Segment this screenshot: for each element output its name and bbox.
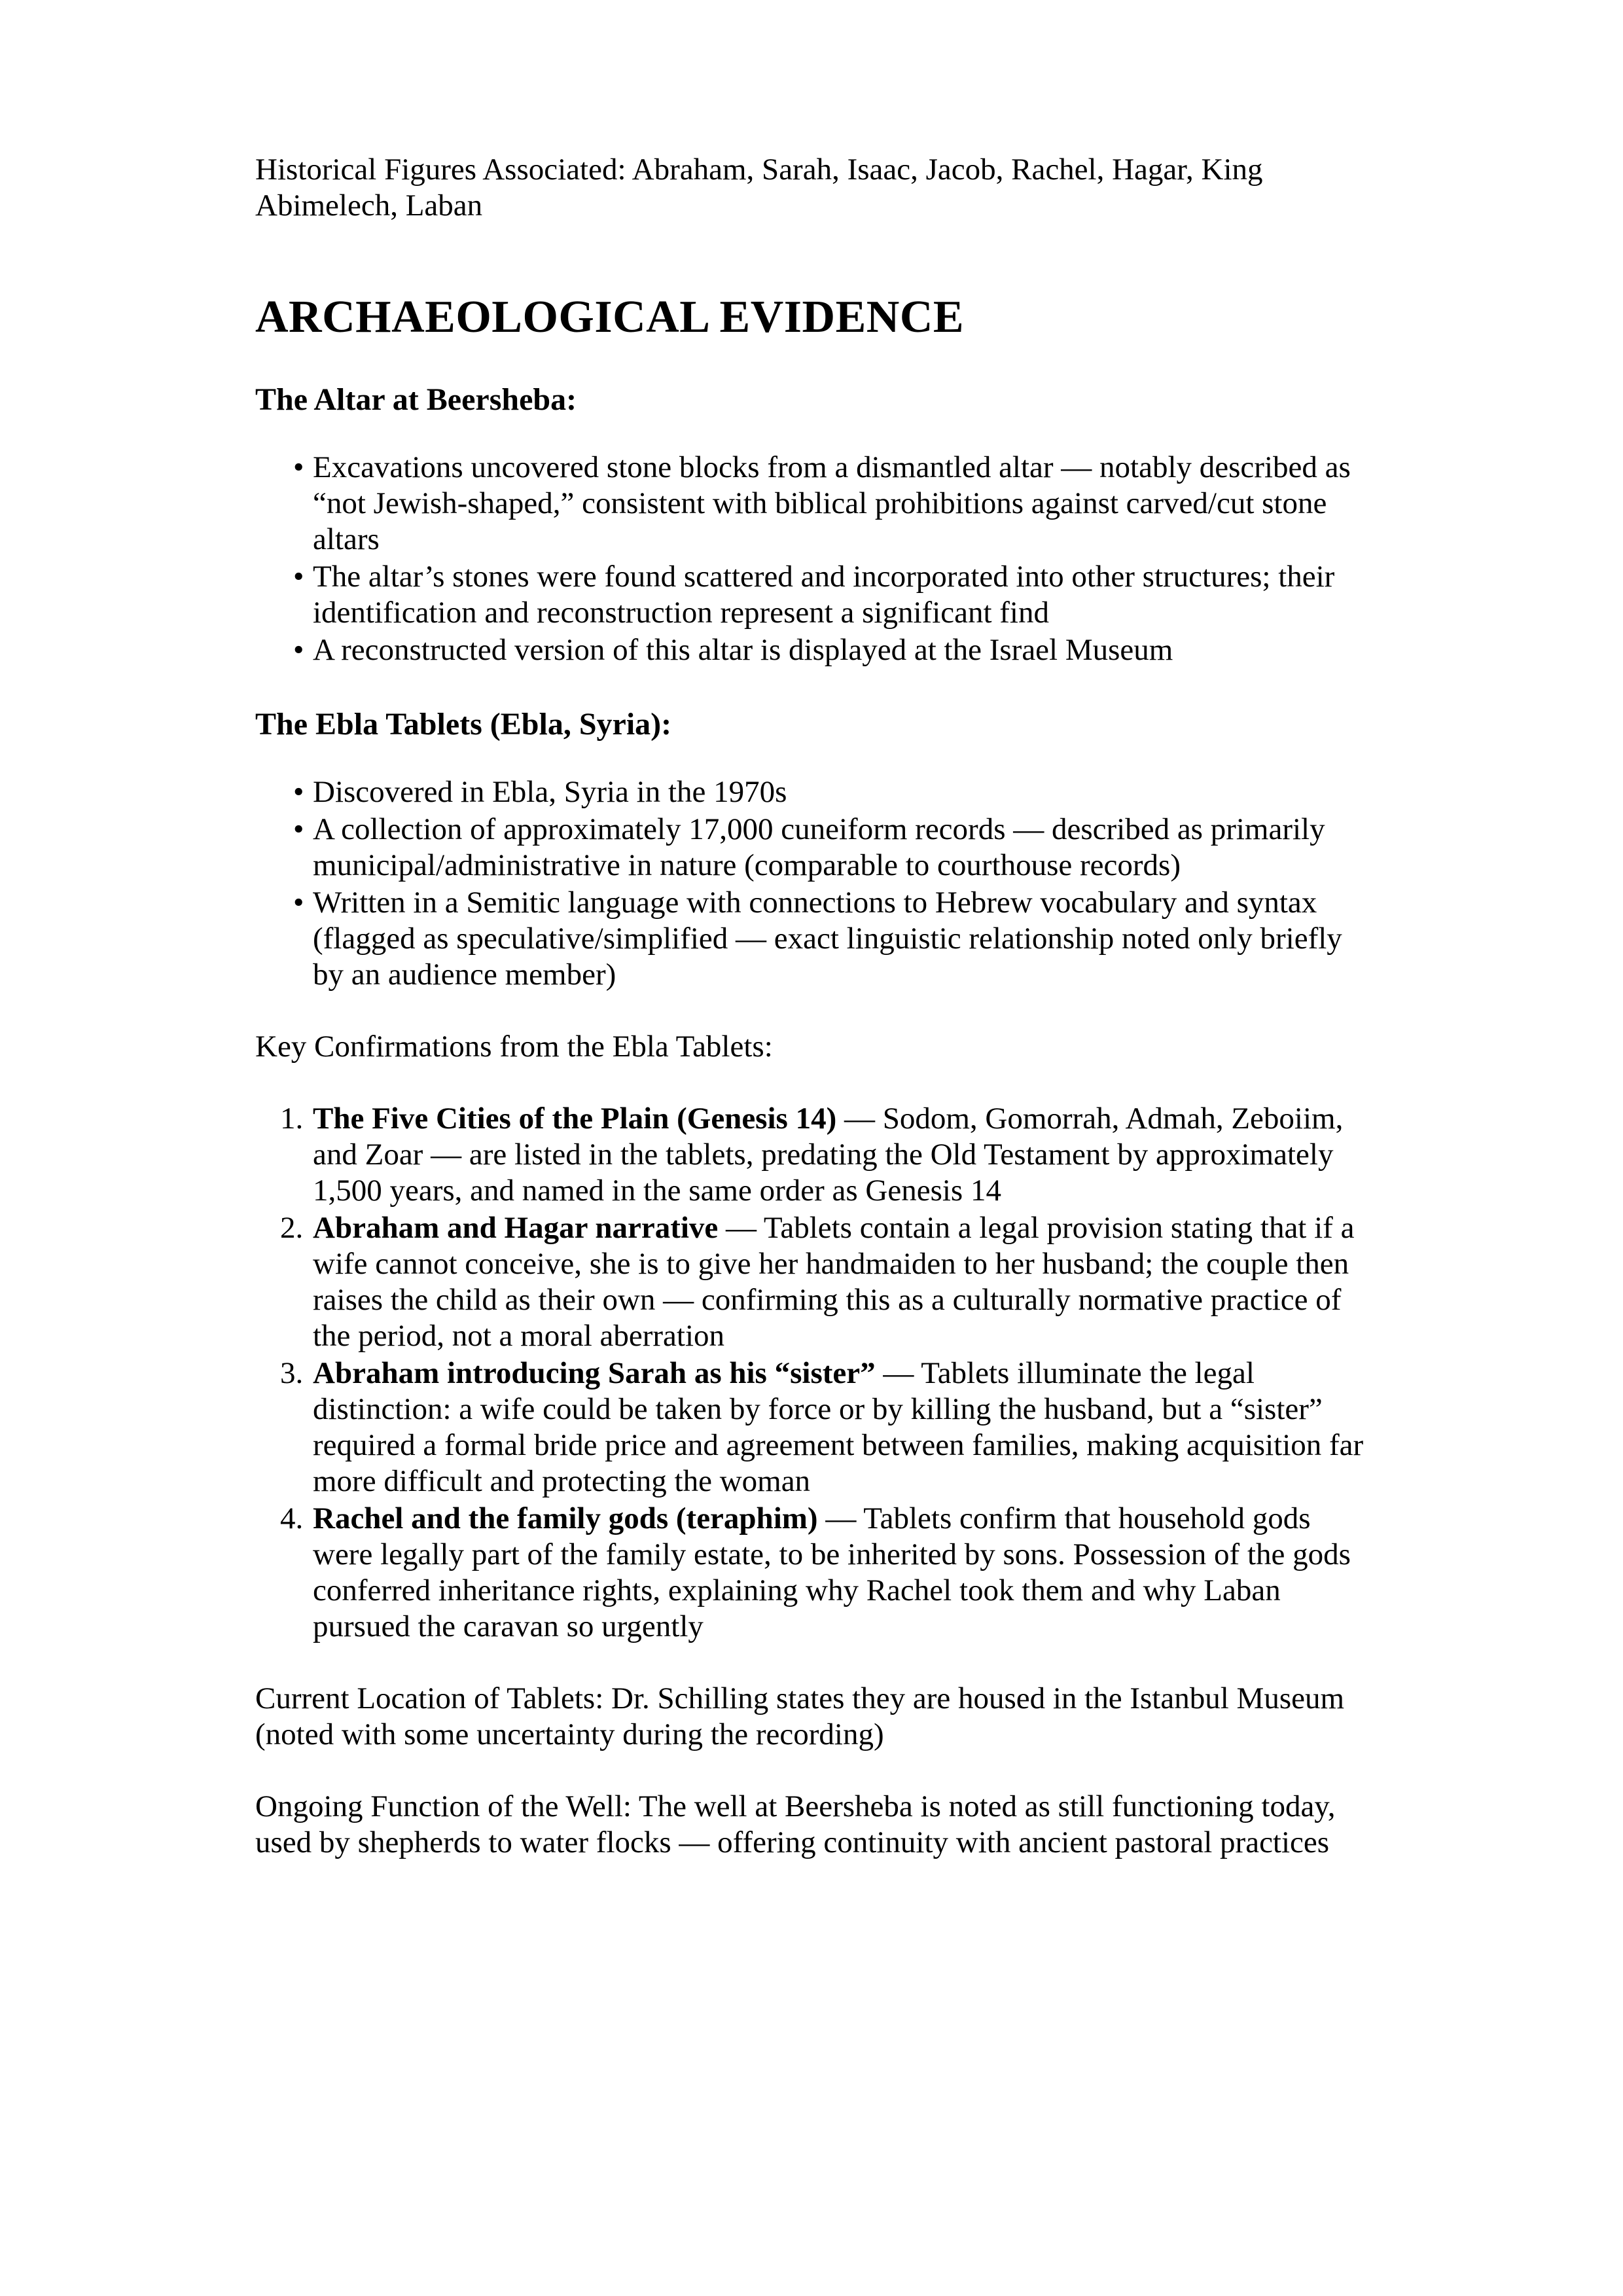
item-text: — Tablets contain a legal provision stating that if a wife cannot conceive, she is to give her handmaiden to her husband; the couple then raises the child as their own — confirming this as a culturally normative practice of the period, not a moral aberration bbox=[313, 1211, 1355, 1353]
item-lead: The Five Cities of the Plain (Genesis 14) bbox=[313, 1102, 837, 1136]
section-heading-ebla: The Ebla Tablets (Ebla, Syria): bbox=[255, 707, 672, 742]
item-number: 2. bbox=[280, 1211, 304, 1245]
item-text: — Sodom, Gomorrah, Admah, Zeboiim, and Zoar — are listed in the tablets, predating the Old Testament by approximately 1,500 years, and named in the same order as Genesis 14 bbox=[313, 1102, 1344, 1208]
numbered-item bbox=[280, 1101, 1368, 1209]
bullet-item bbox=[313, 812, 1368, 884]
key-confirmations-intro: Key Confirmations from the Ebla Tablets: bbox=[255, 1030, 773, 1064]
bullet-item bbox=[313, 559, 1368, 631]
section-heading-altar: The Altar at Beersheba: bbox=[255, 382, 577, 417]
bullet-item bbox=[313, 774, 1368, 810]
intro-paragraph: Historical Figures Associated: Abraham, Sarah, Isaac, Jacob, Rachel, Hagar, King Abimelech, Laban bbox=[255, 152, 1263, 223]
bullet-item bbox=[313, 885, 1368, 993]
item-lead: Abraham and Hagar narrative bbox=[313, 1211, 719, 1245]
item-lead: Abraham introducing Sarah as his “sister” bbox=[313, 1356, 876, 1390]
key-confirmations-list bbox=[255, 1101, 1368, 1645]
numbered-item bbox=[280, 1355, 1368, 1499]
bullet-text: Discovered in Ebla, Syria in the 1970s bbox=[313, 775, 787, 809]
bullet-text: A collection of approximately 17,000 cuneiform records — described as primarily municipal/administrative in nature (comparable to courthouse records) bbox=[313, 812, 1325, 882]
item-number: 4. bbox=[280, 1501, 304, 1535]
bullet-text: A reconstructed version of this altar is displayed at the Israel Museum bbox=[313, 633, 1173, 667]
numbered-item bbox=[280, 1501, 1368, 1645]
item-lead: Rachel and the family gods (teraphim) bbox=[313, 1501, 818, 1535]
tablets-location-paragraph: Current Location of Tablets: Dr. Schilling states they are housed in the Istanbul Museum (noted with some uncertainty during the recording) bbox=[255, 1681, 1345, 1751]
well-function-paragraph: Ongoing Function of the Well: The well at Beersheba is noted as still functioning today, used by shepherds to water flocks — offering continuity with ancient pastoral practices bbox=[255, 1789, 1336, 1859]
bullet-text: Written in a Semitic language with connections to Hebrew vocabulary and syntax (flagged as speculative/simplified — exact linguistic relationship noted only briefly by an audience member) bbox=[313, 886, 1342, 992]
bullet-text: The altar’s stones were found scattered and incorporated into other structures; their identification and reconstruction represent a significant find bbox=[313, 560, 1335, 630]
item-text: — Tablets confirm that household gods were legally part of the family estate, to be inherited by sons. Possession of the gods conferred inheritance rights, explaining why Rachel took them and why Laban pursued the caravan so urgently bbox=[313, 1501, 1351, 1643]
numbered-item bbox=[280, 1210, 1368, 1354]
altar-bullet-list bbox=[255, 450, 1368, 668]
page-title: ARCHAEOLOGICAL EVIDENCE bbox=[255, 292, 965, 342]
item-text: — Tablets illuminate the legal distinction: a wife could be taken by force or by killing the husband, but a “sister” required a formal bride price and agreement between families, making acquisition far more difficult and protecting the woman bbox=[313, 1356, 1364, 1498]
bullet-item bbox=[313, 450, 1368, 558]
bullet-item bbox=[313, 632, 1368, 668]
item-number: 1. bbox=[280, 1102, 304, 1136]
bullet-text: Excavations uncovered stone blocks from a dismantled altar — notably described as “not Jewish-shaped,” consistent with biblical prohibitions against carved/cut stone altars bbox=[313, 450, 1351, 556]
item-number: 3. bbox=[280, 1356, 304, 1390]
ebla-bullet-list bbox=[255, 774, 1368, 993]
